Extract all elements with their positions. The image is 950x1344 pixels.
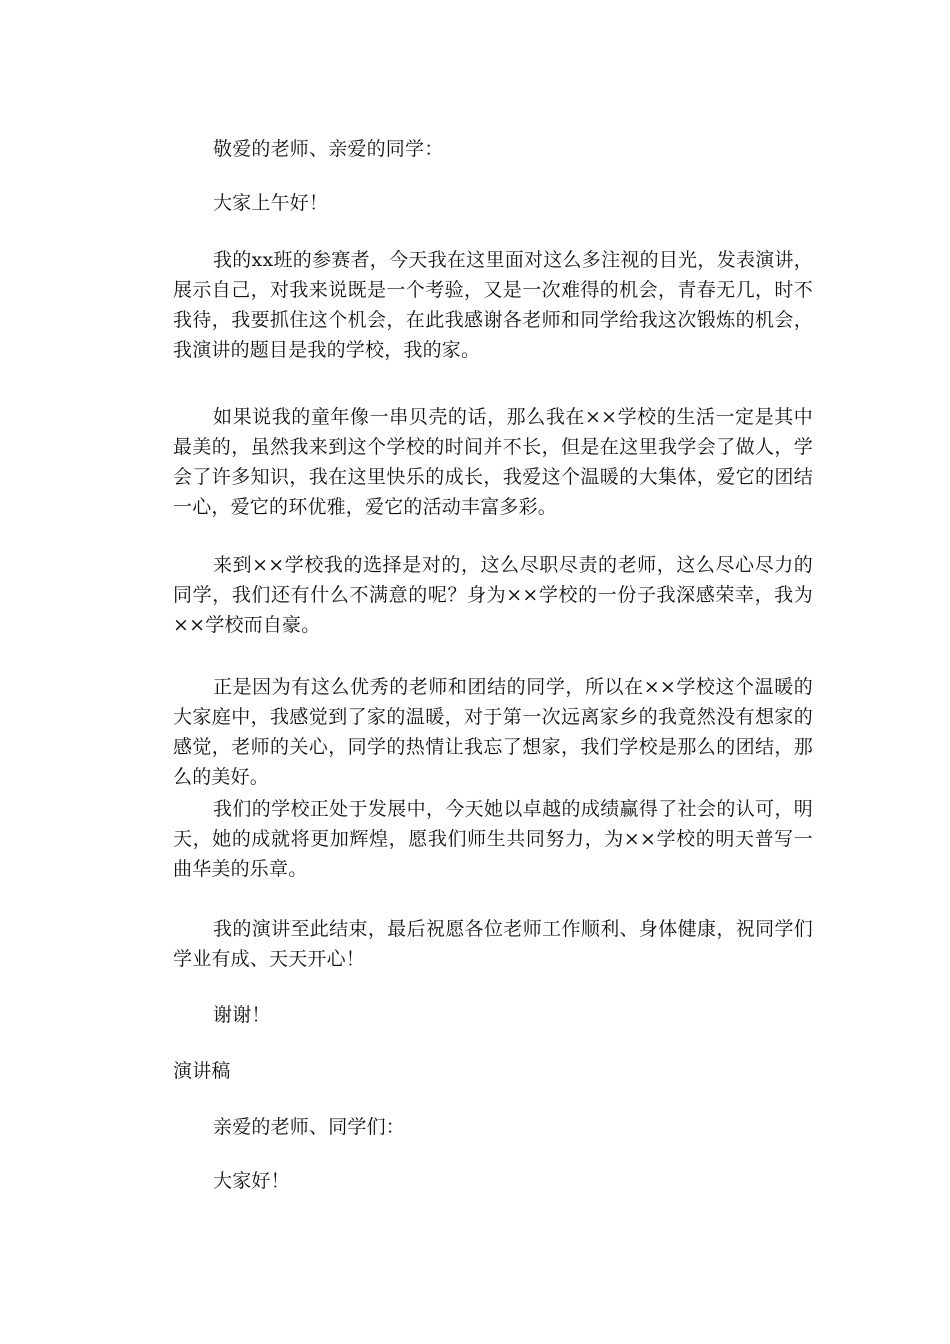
- body-paragraph-family: 正是因为有这么优秀的老师和团结的同学，所以在××学校这个温暖的大家庭中，我感觉到了家的温暖，对于第一次远离家乡的我竟然没有想家的感觉，老师的关心，同学的热情让我忘了想家，我们学校是那么的团结，那么的美好。: [173, 676, 813, 788]
- section-heading: 演讲稿: [173, 1060, 231, 1082]
- greeting-2: 亲爱的老师、同学们：: [213, 1116, 406, 1138]
- salutation-2: 大家好！: [213, 1170, 290, 1192]
- salutation: 大家上午好！: [213, 192, 329, 214]
- body-paragraph-choice: 来到××学校我的选择是对的，这么尽职尽责的老师，这么尽心尽力的同学，我们还有什么不满意的呢？身为××学校的一份子我深感荣幸，我为××学校而自豪。: [173, 554, 813, 636]
- body-paragraph-childhood: 如果说我的童年像一串贝壳的话，那么我在××学校的生活一定是其中最美的，虽然我来到这个学校的时间并不长，但是在这里我学会了做人，学会了许多知识，我在这里快乐的成长，我爱这个温暖的大集体，爱它的团结一心，爱它的环优雅，爱它的活动丰富多彩。: [173, 406, 813, 518]
- greeting: 敬爱的老师、亲爱的同学：: [213, 138, 444, 160]
- body-paragraph-future: 我们的学校正处于发展中，今天她以卓越的成绩赢得了社会的认可，明天，她的成就将更加辉煌，愿我们师生共同努力，为××学校的明天普写一曲华美的乐章。: [173, 798, 813, 880]
- body-paragraph-intro: 我的xx班的参赛者，今天我在这里面对这么多注视的目光，发表演讲，展示自己，对我来说既是一个考验，又是一次难得的机会，青春无几，时不我待，我要抓住这个机会，在此我感谢各老师和同学给我这次锻炼的机会，我演讲的题目是我的学校，我的家。: [173, 249, 813, 361]
- body-paragraph-closing: 我的演讲至此结束，最后祝愿各位老师工作顺利、身体健康，祝同学们学业有成、天天开心！: [173, 918, 813, 970]
- thanks: 谢谢！: [213, 1004, 271, 1026]
